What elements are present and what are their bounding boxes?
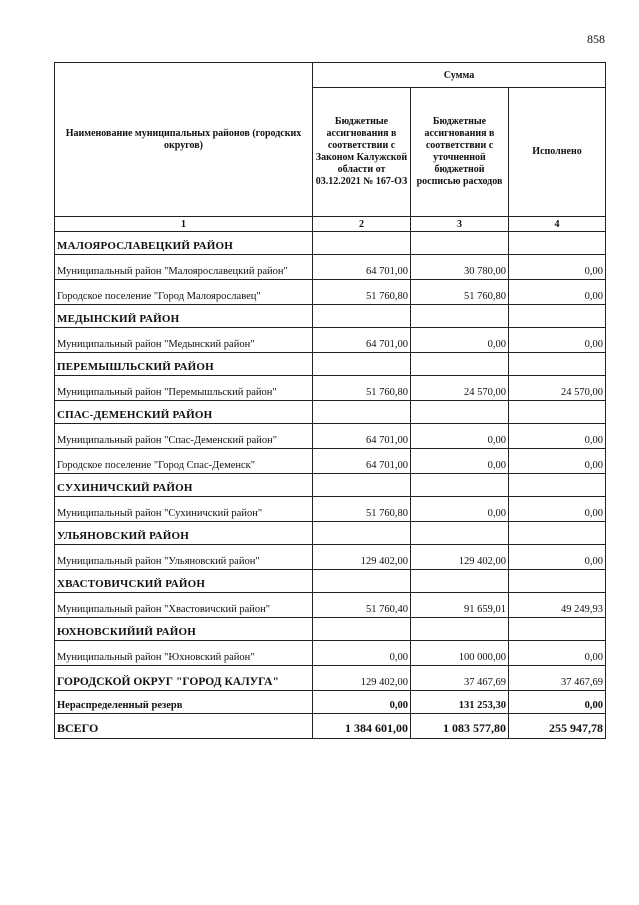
value-c2: 0,00	[313, 641, 411, 666]
header-revised-allocations: Бюджетные ассигнования в соответствии с уточненной бюджетной росписью расходов	[411, 88, 509, 217]
value-c4: 0,00	[509, 497, 606, 522]
value-c4: 255 947,78	[509, 714, 606, 739]
district-header-row	[55, 305, 606, 328]
district-header-row	[55, 522, 606, 545]
district-header-row	[55, 232, 606, 255]
empty-cell	[411, 353, 509, 376]
row-name: ВСЕГО	[55, 714, 313, 739]
value-c2: 51 760,80	[313, 376, 411, 401]
value-c2: 64 701,00	[313, 424, 411, 449]
empty-cell	[313, 570, 411, 593]
row-name: Муниципальный район "Ульяновский район"	[55, 545, 313, 570]
empty-cell	[313, 353, 411, 376]
page-number: 858	[587, 32, 605, 46]
value-c3: 0,00	[411, 449, 509, 474]
value-c4: 37 467,69	[509, 666, 606, 691]
value-c3: 0,00	[411, 424, 509, 449]
value-c4: 0,00	[509, 449, 606, 474]
table-row	[55, 376, 606, 401]
header-law-allocations: Бюджетные ассигнования в соответствии с Законом Калужской области от 03.12.2021 № 167-ОЗ	[313, 88, 411, 217]
district-header-row	[55, 353, 606, 376]
row-name: Муниципальный район "Хвастовичский район"	[55, 593, 313, 618]
value-c3: 0,00	[411, 328, 509, 353]
value-c3: 129 402,00	[411, 545, 509, 570]
table-row	[55, 691, 606, 714]
value-c2: 64 701,00	[313, 328, 411, 353]
header-executed: Исполнено	[509, 88, 606, 217]
empty-cell	[411, 305, 509, 328]
empty-cell	[411, 522, 509, 545]
row-name: Городское поселение "Город Спас-Деменск"	[55, 449, 313, 474]
empty-cell	[509, 522, 606, 545]
row-name: Муниципальный район "Спас-Деменский район"	[55, 424, 313, 449]
value-c4: 0,00	[509, 255, 606, 280]
value-c3: 91 659,01	[411, 593, 509, 618]
row-name: МЕДЫНСКИЙ РАЙОН	[55, 305, 313, 328]
value-c4: 24 570,00	[509, 376, 606, 401]
empty-cell	[509, 305, 606, 328]
value-c2: 51 760,80	[313, 497, 411, 522]
row-name: Муниципальный район "Перемышльский район"	[55, 376, 313, 401]
row-name: Нераспределенный резерв	[55, 691, 313, 714]
district-header-row	[55, 618, 606, 641]
value-c4: 0,00	[509, 691, 606, 714]
value-c2: 51 760,80	[313, 280, 411, 305]
value-c2: 64 701,00	[313, 255, 411, 280]
value-c4: 0,00	[509, 424, 606, 449]
row-name: СПАС-ДЕМЕНСКИЙ РАЙОН	[55, 401, 313, 424]
row-name: СУХИНИЧСКИЙ РАЙОН	[55, 474, 313, 497]
value-c2: 129 402,00	[313, 545, 411, 570]
empty-cell	[509, 232, 606, 255]
table-row	[55, 545, 606, 570]
row-name: ГОРОДСКОЙ ОКРУГ "ГОРОД КАЛУГА"	[55, 666, 313, 691]
empty-cell	[411, 570, 509, 593]
value-c3: 131 253,30	[411, 691, 509, 714]
empty-cell	[411, 618, 509, 641]
row-name: ПЕРЕМЫШЛЬСКИЙ РАЙОН	[55, 353, 313, 376]
table-row	[55, 328, 606, 353]
value-c2: 129 402,00	[313, 666, 411, 691]
value-c3: 37 467,69	[411, 666, 509, 691]
header-num-3: 3	[411, 217, 509, 232]
empty-cell	[313, 522, 411, 545]
empty-cell	[313, 401, 411, 424]
row-name: Муниципальный район "Медынский район"	[55, 328, 313, 353]
row-name: Муниципальный район "Юхновский район"	[55, 641, 313, 666]
row-name: ЮХНОВСКИЙИЙ РАЙОН	[55, 618, 313, 641]
district-header-row	[55, 474, 606, 497]
value-c4: 49 249,93	[509, 593, 606, 618]
row-name: Муниципальный район "Сухиничский район"	[55, 497, 313, 522]
table-row	[55, 449, 606, 474]
table-row	[55, 593, 606, 618]
budget-table	[54, 62, 606, 739]
header-sum: Сумма	[313, 63, 606, 88]
table-row	[55, 666, 606, 691]
table-row	[55, 424, 606, 449]
row-name: ХВАСТОВИЧСКИЙ РАЙОН	[55, 570, 313, 593]
empty-cell	[509, 618, 606, 641]
header-num-1: 1	[55, 217, 313, 232]
empty-cell	[509, 474, 606, 497]
table-row	[55, 255, 606, 280]
value-c2: 1 384 601,00	[313, 714, 411, 739]
value-c4: 0,00	[509, 641, 606, 666]
value-c3: 100 000,00	[411, 641, 509, 666]
value-c4: 0,00	[509, 545, 606, 570]
value-c3: 0,00	[411, 497, 509, 522]
header-num-4: 4	[509, 217, 606, 232]
district-header-row	[55, 570, 606, 593]
empty-cell	[313, 232, 411, 255]
row-name: МАЛОЯРОСЛАВЕЦКИЙ РАЙОН	[55, 232, 313, 255]
row-name: УЛЬЯНОВСКИЙ РАЙОН	[55, 522, 313, 545]
value-c3: 30 780,00	[411, 255, 509, 280]
value-c2: 0,00	[313, 691, 411, 714]
row-name: Городское поселение "Город Малоярославец"	[55, 280, 313, 305]
value-c4: 0,00	[509, 328, 606, 353]
empty-cell	[509, 401, 606, 424]
value-c3: 1 083 577,80	[411, 714, 509, 739]
value-c2: 51 760,40	[313, 593, 411, 618]
table-row	[55, 714, 606, 739]
empty-cell	[411, 401, 509, 424]
empty-cell	[411, 232, 509, 255]
empty-cell	[313, 618, 411, 641]
empty-cell	[313, 474, 411, 497]
empty-cell	[509, 570, 606, 593]
value-c3: 51 760,80	[411, 280, 509, 305]
value-c3: 24 570,00	[411, 376, 509, 401]
table-row	[55, 497, 606, 522]
table-body	[55, 232, 606, 739]
header-num-2: 2	[313, 217, 411, 232]
table-row	[55, 641, 606, 666]
header-name-column: Наименование муниципальных районов (городских округов)	[55, 63, 313, 217]
value-c4: 0,00	[509, 280, 606, 305]
district-header-row	[55, 401, 606, 424]
empty-cell	[313, 305, 411, 328]
value-c2: 64 701,00	[313, 449, 411, 474]
empty-cell	[411, 474, 509, 497]
table-row	[55, 280, 606, 305]
row-name: Муниципальный район "Малоярославецкий район"	[55, 255, 313, 280]
empty-cell	[509, 353, 606, 376]
